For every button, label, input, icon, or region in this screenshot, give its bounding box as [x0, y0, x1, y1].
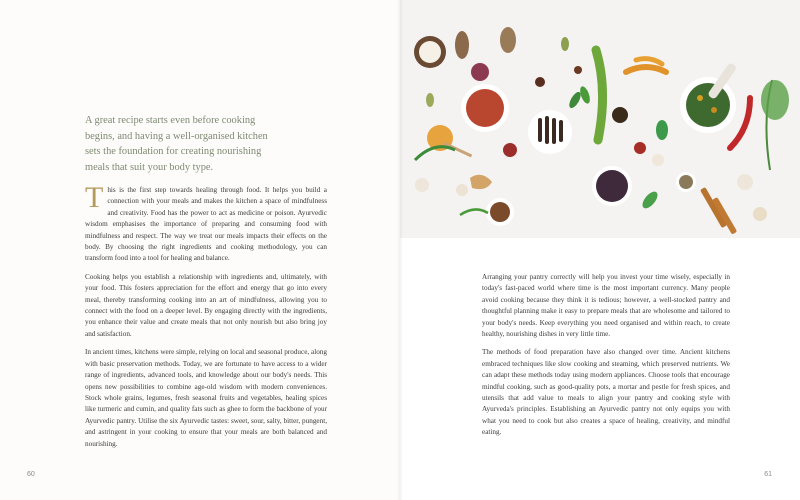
left-paragraph-2: Cooking helps you establish a relationship with ingredients and, ultimately, with your food. This fosters appreciation for the effort and energy that go into every meal, thereby transforming cooking into an art of mindfulness, allowing you to connect with the food on a deeper level. By engaging directly with the ingredients, you enhance their value and create meals that not only nourish but also bring joy and satisfaction. — [85, 272, 327, 338]
left-paragraph-1 — [85, 181, 327, 265]
right-paragraph-2: The methods of food preparation have also changed over time. Ancient kitchens embraced techniques like slow cooking and steaming, which preserved nutrients. We can adapt these methods today using modern appliances. Choose tools that encourage mindful cooking, such as good-quality pots, a mortar and pestle for fresh spices, and utensils that add value to meals to align your pantry and cooking style with Ayurveda's principles. Establishing an Ayurvedic pantry not only equips you with what you need to cook but also creates a space of healing, creativity, and mindful eating. — [482, 348, 730, 437]
left-body-column — [85, 181, 327, 457]
drop-cap: T — [85, 181, 104, 214]
ingredients-photo — [400, 0, 800, 238]
right-paragraph-1: Arranging your pantry correctly will help you invest your time wisely, especially in today's fast-paced world where time is the most important currency. Many people avoid cooking because they think it is tedious; however, a well-stocked pantry and thoughtful planning make it easy to prepare meals that are wholesome and tailored to your body's needs. Keep everything you need organised and within reach, to create healthy, nourishing dishes in very little time. — [482, 273, 730, 339]
page-number-right: 61 — [764, 471, 772, 478]
right-body-column — [482, 272, 730, 446]
coconut-illustration — [414, 36, 446, 68]
book-gutter — [397, 0, 403, 500]
intro-text: A great recipe starts even before cooking begins, and having a well-organised kitchen sets the foundation for creating nourishing meals that suit your body type. — [85, 115, 268, 173]
ingredients-illustration — [400, 0, 800, 238]
page-number-left: 60 — [27, 471, 35, 478]
left-paragraph-3: In ancient times, kitchens were simple, relying on local and seasonal produce, along with basic preservation methods. Today, we are fortunate to have access to a wider range of ingredients, advanced tools, and knowledge about our body's needs. This opens new possibilities to combine age-old wisdom with modern conveniences. Stock whole grains, legumes, fresh seasonal fruits and vegetables, healing spices like turmeric and cumin, and quality fats such as ghee to form the backbone of your Ayurvedic pantry. Utilise the six Ayurvedic tastes: sweet, sour, salty, bitter, pungent, and astringent in your cooking to ensure that your meals are both balanced and nourishing. — [85, 348, 327, 448]
left-paragraph-1-text: his is the first step towards healing through food. It helps you build a connection with your meals and makes the kitchen a space of mindfulness and creativity. Food has the power to act as medicine or poison. Ayurvedic wisdom emphasises the importance of preparing and consuming food with mindfulness and respect. The way we treat our meals impacts their effects on the body. By choosing the right ingredients and cooking methodology, you can transform food into a tool for healing and balance. — [85, 186, 327, 263]
